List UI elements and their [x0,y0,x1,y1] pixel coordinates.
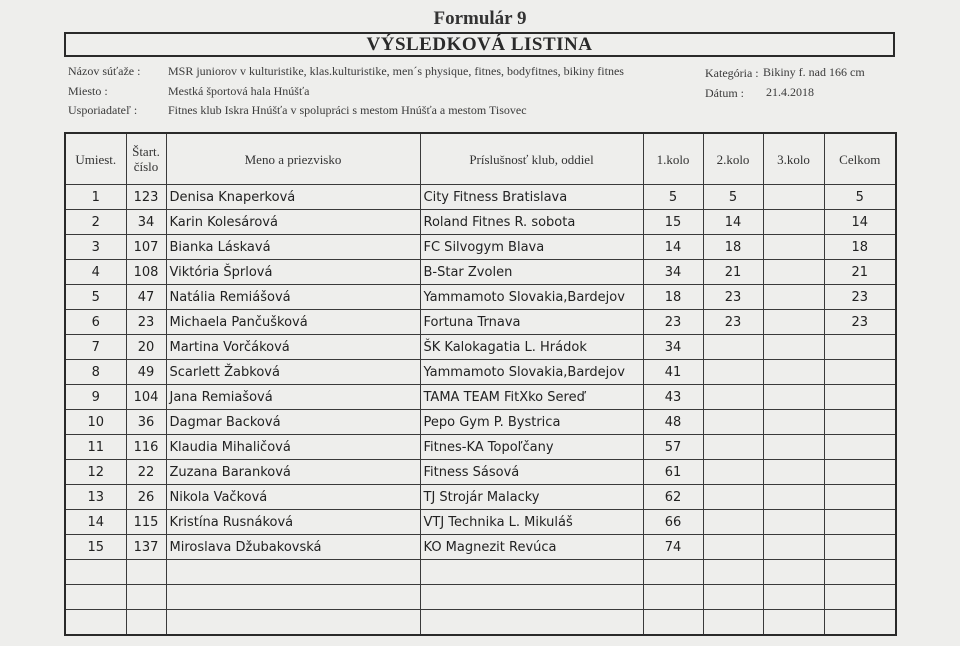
cell-total [824,435,896,460]
cell-r1: 34 [643,335,703,360]
empty-cell [420,610,643,636]
cell-total [824,460,896,485]
cell-start: 115 [126,510,166,535]
cell-club: TAMA TEAM FitXko Sereď [420,385,643,410]
header-round1: 1.kolo [643,133,703,185]
cell-r1: 23 [643,310,703,335]
cell-r2: 14 [703,210,763,235]
cell-r1: 66 [643,510,703,535]
organizer-value: Fitnes klub Iskra Hnúšťa v spolupráci s mestom Hnúšťa a mestom Tisovec [168,103,527,117]
organizer-label: Usporiadateľ : [68,103,138,117]
cell-r3 [763,285,824,310]
table-row [65,385,896,410]
cell-name: Michaela Pančušková [166,310,420,335]
cell-r2 [703,385,763,410]
header-start-number [126,133,166,185]
cell-place: 7 [65,335,126,360]
cell-r1: 61 [643,460,703,485]
cell-club: Yammamoto Slovakia,Bardejov [420,285,643,310]
cell-name: Jana Remiašová [166,385,420,410]
cell-r1: 5 [643,185,703,210]
cell-club: Fitness Sásová [420,460,643,485]
cell-club: FC Silvogym Blava [420,235,643,260]
competition-label: Názov súťaže : [68,64,141,78]
cell-name: Zuzana Baranková [166,460,420,485]
header-round3: 3.kolo [763,133,824,185]
table-row [65,460,896,485]
empty-cell [126,560,166,585]
cell-club: KO Magnezit Revúca [420,535,643,560]
cell-total [824,360,896,385]
empty-cell [643,585,703,610]
cell-club: B-Star Zvolen [420,260,643,285]
cell-r3 [763,260,824,285]
results-table [64,132,897,636]
cell-place: 12 [65,460,126,485]
cell-r1: 43 [643,385,703,410]
cell-place: 10 [65,410,126,435]
table-row [65,510,896,535]
cell-total: 23 [824,285,896,310]
cell-name: Viktória Šprlová [166,260,420,285]
cell-place: 5 [65,285,126,310]
category-label: Kategória : [705,66,759,80]
header-start-line2: číslo [133,159,159,174]
cell-name: Bianka Láskavá [166,235,420,260]
cell-r2: 18 [703,235,763,260]
cell-name: Klaudia Mihaličová [166,435,420,460]
cell-r1: 18 [643,285,703,310]
empty-cell [824,560,896,585]
category-value: Bikiny f. nad 166 cm [763,65,865,79]
empty-cell [166,560,420,585]
cell-r2 [703,360,763,385]
cell-place: 14 [65,510,126,535]
cell-total [824,535,896,560]
cell-r3 [763,435,824,460]
cell-place: 8 [65,360,126,385]
empty-cell [166,610,420,636]
cell-club: TJ Strojár Malacky [420,485,643,510]
empty-cell [763,585,824,610]
empty-cell [643,560,703,585]
header-club: Príslušnosť klub, oddiel [420,133,643,185]
cell-total: 23 [824,310,896,335]
cell-r1: 14 [643,235,703,260]
cell-total: 5 [824,185,896,210]
cell-place: 6 [65,310,126,335]
cell-start: 47 [126,285,166,310]
cell-start: 34 [126,210,166,235]
cell-start: 22 [126,460,166,485]
cell-r1: 62 [643,485,703,510]
cell-r2: 21 [703,260,763,285]
cell-r3 [763,535,824,560]
cell-place: 4 [65,260,126,285]
cell-r2 [703,535,763,560]
cell-start: 20 [126,335,166,360]
table-row [65,335,896,360]
cell-r1: 41 [643,360,703,385]
cell-r2: 23 [703,285,763,310]
cell-club: VTJ Technika L. Mikuláš [420,510,643,535]
cell-r3 [763,360,824,385]
cell-name: Kristína Rusnáková [166,510,420,535]
cell-r3 [763,385,824,410]
cell-total [824,335,896,360]
header-name: Meno a priezvisko [166,133,420,185]
document-title: VÝSLEDKOVÁ LISTINA [64,32,895,57]
cell-r3 [763,485,824,510]
table-row [65,535,896,560]
empty-row [65,560,896,585]
cell-r1: 74 [643,535,703,560]
table-row [65,210,896,235]
empty-cell [824,585,896,610]
table-row [65,235,896,260]
empty-cell [703,610,763,636]
cell-total [824,485,896,510]
cell-start: 123 [126,185,166,210]
cell-club: Fitnes-KA Topoľčany [420,435,643,460]
header-row [65,133,896,185]
cell-r3 [763,310,824,335]
cell-start: 49 [126,360,166,385]
cell-place: 9 [65,385,126,410]
table-row [65,435,896,460]
cell-name: Miroslava Džubakovská [166,535,420,560]
cell-total: 14 [824,210,896,235]
table-row [65,410,896,435]
cell-r2 [703,435,763,460]
empty-cell [763,610,824,636]
cell-start: 116 [126,435,166,460]
empty-cell [824,610,896,636]
cell-total [824,510,896,535]
cell-place: 15 [65,535,126,560]
cell-name: Karin Kolesárová [166,210,420,235]
cell-r1: 57 [643,435,703,460]
cell-total: 21 [824,260,896,285]
cell-total: 18 [824,235,896,260]
cell-name: Natália Remiášová [166,285,420,310]
header-place: Umiest. [65,133,126,185]
cell-r3 [763,460,824,485]
cell-r2 [703,335,763,360]
cell-total [824,410,896,435]
cell-start: 137 [126,535,166,560]
cell-r3 [763,210,824,235]
cell-start: 108 [126,260,166,285]
competition-value: MSR juniorov v kulturistike, klas.kulturistike, men´s physique, fitnes, bodyfitnes, bikiny fitnes [168,64,624,78]
empty-cell [643,610,703,636]
empty-cell [126,585,166,610]
cell-r1: 15 [643,210,703,235]
cell-name: Dagmar Backová [166,410,420,435]
form-number: Formulár 9 [433,8,527,29]
empty-cell [65,560,126,585]
header-total: Celkom [824,133,896,185]
place-label: Miesto : [68,84,108,98]
cell-name: Nikola Vačková [166,485,420,510]
cell-club: City Fitness Bratislava [420,185,643,210]
empty-cell [763,560,824,585]
cell-place: 13 [65,485,126,510]
empty-row [65,610,896,636]
cell-start: 23 [126,310,166,335]
cell-r2 [703,485,763,510]
table-row [65,285,896,310]
cell-name: Martina Vorčáková [166,335,420,360]
date-label: Dátum : [705,86,744,100]
empty-row [65,585,896,610]
cell-total [824,385,896,410]
cell-name: Denisa Knaperková [166,185,420,210]
cell-r2 [703,410,763,435]
empty-cell [420,585,643,610]
place-value: Mestká športová hala Hnúšťa [168,84,310,98]
empty-cell [126,610,166,636]
cell-club: Yammamoto Slovakia,Bardejov [420,360,643,385]
empty-cell [65,610,126,636]
cell-r2: 23 [703,310,763,335]
date-value: 21.4.2018 [766,85,814,99]
cell-r1: 48 [643,410,703,435]
cell-start: 107 [126,235,166,260]
empty-cell [703,560,763,585]
table-row [65,185,896,210]
cell-r2 [703,460,763,485]
header-round2: 2.kolo [703,133,763,185]
table-row [65,260,896,285]
cell-start: 36 [126,410,166,435]
empty-cell [65,585,126,610]
cell-place: 2 [65,210,126,235]
cell-r3 [763,410,824,435]
cell-start: 26 [126,485,166,510]
cell-place: 1 [65,185,126,210]
cell-r2 [703,510,763,535]
cell-place: 11 [65,435,126,460]
table-row [65,485,896,510]
table-row [65,310,896,335]
cell-place: 3 [65,235,126,260]
cell-club: ŠK Kalokagatia L. Hrádok [420,335,643,360]
empty-cell [420,560,643,585]
cell-r2: 5 [703,185,763,210]
cell-r1: 34 [643,260,703,285]
cell-r3 [763,185,824,210]
cell-club: Pepo Gym P. Bystrica [420,410,643,435]
cell-name: Scarlett Žabková [166,360,420,385]
header-start-line1: Štart. [132,144,160,159]
empty-cell [166,585,420,610]
cell-r3 [763,510,824,535]
empty-cell [703,585,763,610]
cell-r3 [763,335,824,360]
cell-club: Roland Fitnes R. sobota [420,210,643,235]
cell-club: Fortuna Trnava [420,310,643,335]
table-row [65,360,896,385]
cell-r3 [763,235,824,260]
cell-start: 104 [126,385,166,410]
